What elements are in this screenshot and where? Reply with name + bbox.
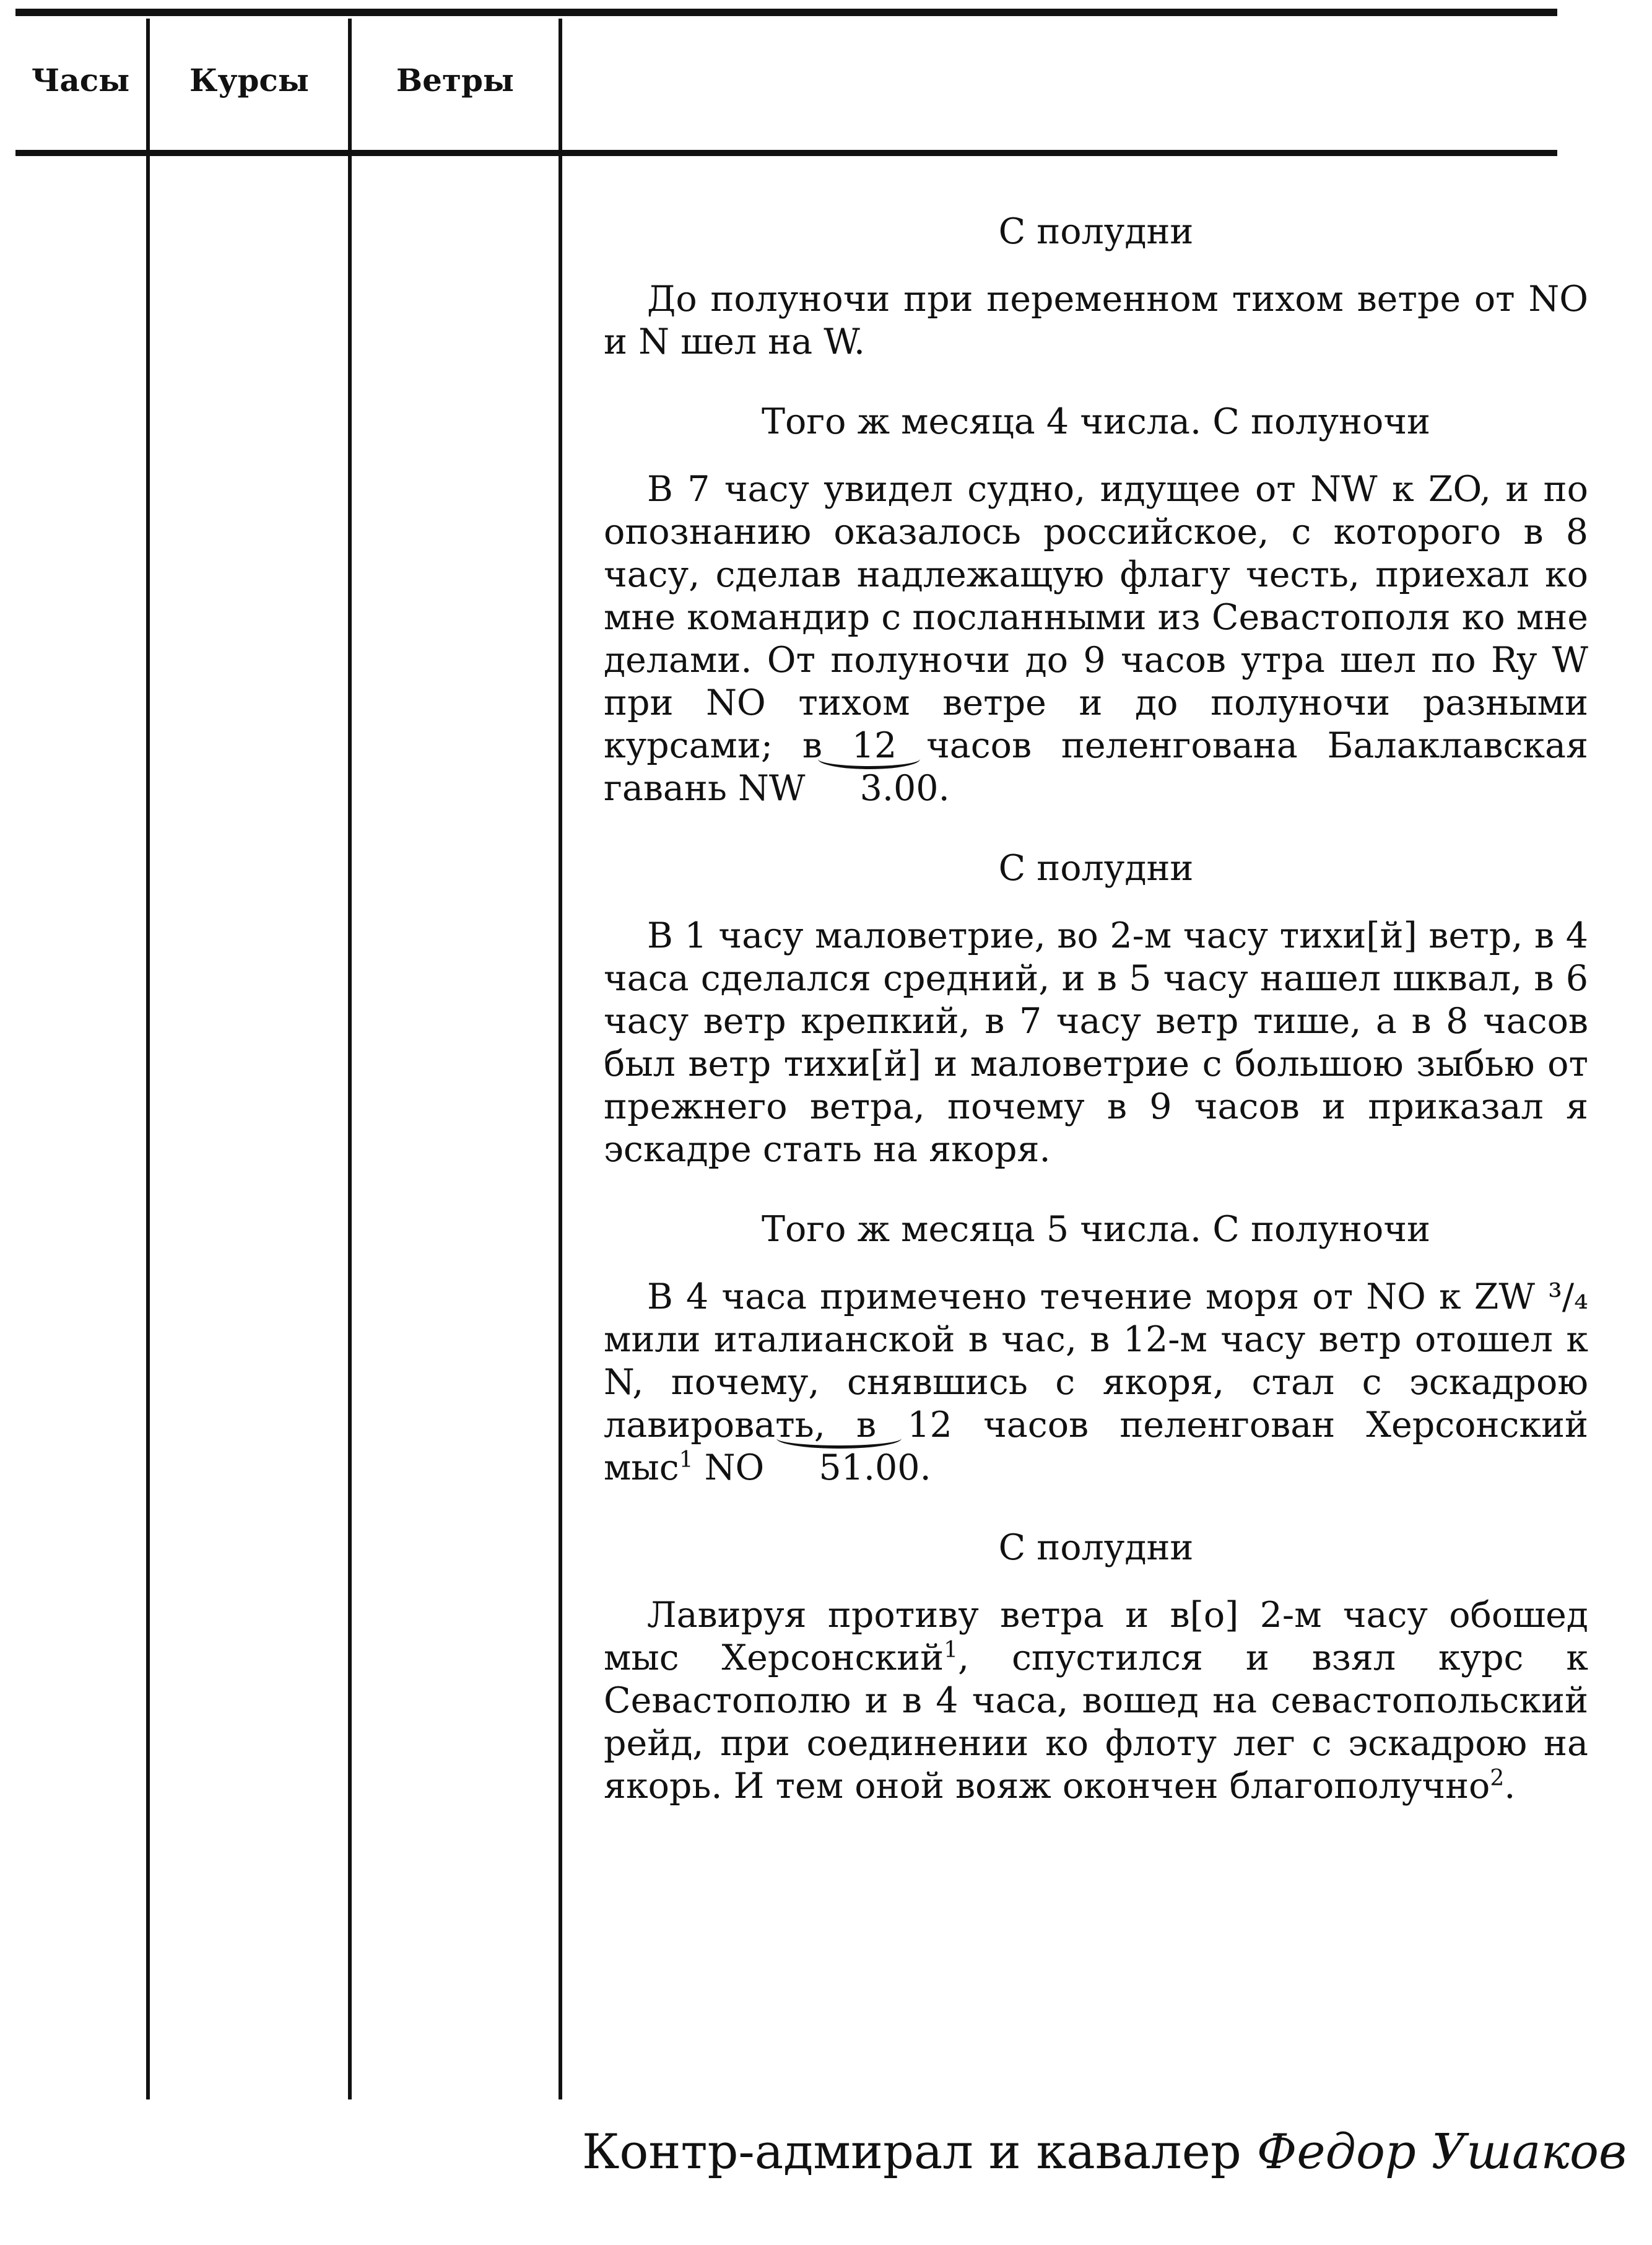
- header-bottom-rule: [15, 150, 1557, 156]
- column-divider: [348, 19, 352, 2099]
- entry-heading: С полудни: [998, 211, 1194, 252]
- entry-paragraph: В 4 часа примечено течение моря от NO к ZW ³/₄ мили италианской в час, в 12-м часу ветр отошел к N, почему, снявшись с якоря, стал с эскадрою лавировать, в 12 часов пеленгован Херсонский мыс$^1$ NO 51.00.: [604, 1276, 1588, 1488]
- top-rule: [15, 9, 1557, 16]
- bearing-value: 51.00: [775, 1447, 919, 1489]
- signature-title: Контр-адмирал и кавалер: [582, 2124, 1257, 2180]
- entry-paragraph: В 1 часу маловетрие, во 2-м часу тихи[й] ветр, в 4 часа сделался средний, и в 5 часу нашел шквал, в 6 часу ветр крепкий, в 7 часу ветр тише, а в 8 часов был ветр тихи[й] и маловетрие с большою зыбью от прежнего ветра, почему в 9 часов и приказал я эскадре стать на якоря.: [604, 915, 1588, 1170]
- bearing-value: 3.00: [817, 767, 939, 810]
- entry-heading: С полудни: [998, 1527, 1194, 1568]
- column-header-winds: Ветры: [396, 62, 515, 98]
- footnote-marker: 1: [679, 1447, 693, 1473]
- entry-heading: Того ж месяца 5 числа. С полуночи: [761, 1209, 1431, 1250]
- column-header-hours: Часы: [31, 62, 130, 98]
- footnote-marker: 1: [944, 1637, 958, 1663]
- column-divider: [559, 19, 562, 2099]
- entry-paragraph: Лавируя противу ветра и в[о] 2-м часу обошед мыс Херсонский$^1$, спустился и взял курс к Севастополю и в 4 часа, вошед на севастопольский рейд, при соединении ко флоту лег с эскадрою на якорь. И тем оной вояж окончен благополучно$^2$.: [604, 1595, 1588, 1807]
- column-header-courses: Курсы: [189, 62, 310, 98]
- column-divider: [146, 19, 150, 2099]
- journal-text: [604, 211, 1588, 1845]
- entry-heading: С полудни: [998, 848, 1194, 889]
- signature-name: Федор Ушаков: [1256, 2124, 1627, 2180]
- footnote-marker: 2: [1490, 1766, 1505, 1791]
- entry-heading: Того ж месяца 4 числа. С полуночи: [761, 401, 1431, 442]
- entry-paragraph: До полуночи при переменном тихом ветре от NO и N шел на W.: [604, 279, 1588, 362]
- signature-line: [582, 2124, 1627, 2180]
- entry-paragraph: В 7 часу увидел судно, идущее от NW к ZO, и по опознанию оказалось российское, с которого в 8 часу, сделав надлежащую флагу честь, приехал ко мне командир с посланными из Севастополя ко мне делами. От полуночи до 9 часов утра шел по Ry W при NO тихом ветре и до полуночи разными курсами; в 12 часов пеленгована Балаклавская гавань NW 3.00.: [604, 469, 1588, 809]
